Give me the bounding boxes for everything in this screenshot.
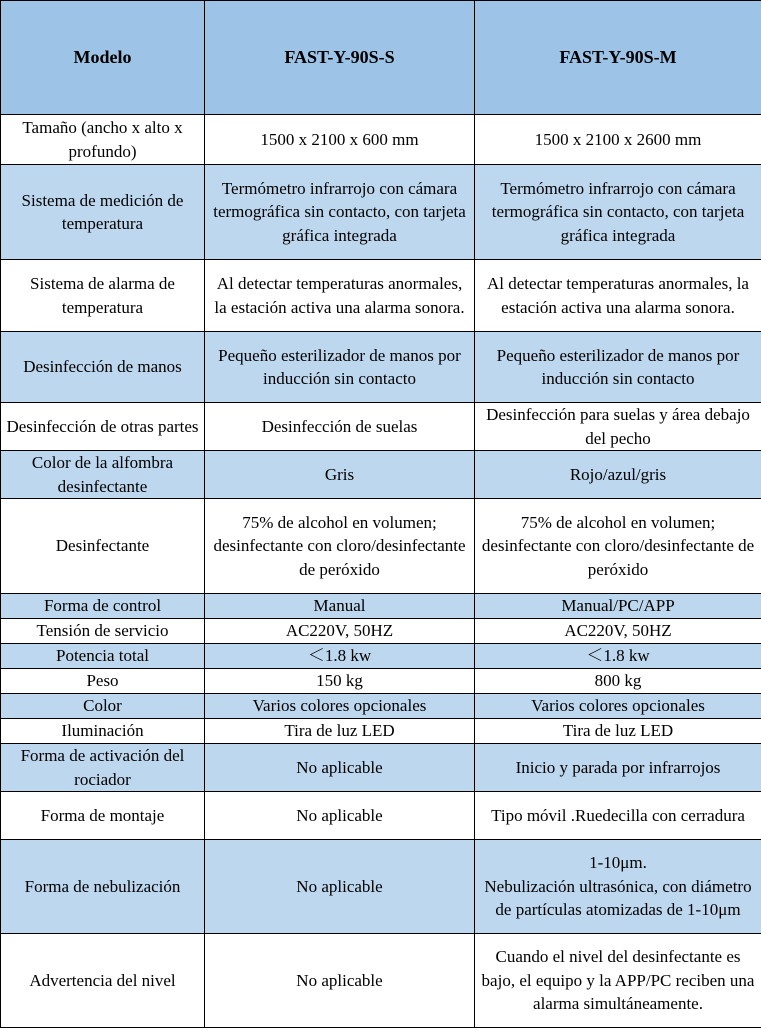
row-label: Sistema de alarma de temperatura (1, 260, 205, 332)
cell-model-m: Rojo/azul/gris (475, 451, 761, 499)
cell-model-m: Manual/PC/APP (475, 594, 761, 619)
row-label: Tamaño (ancho x alto x profundo) (1, 115, 205, 165)
row-label: Desinfectante (1, 499, 205, 594)
row-label: Color de la alfombra desinfectante (1, 451, 205, 499)
table-row (1, 669, 761, 694)
row-label: Tensión de servicio (1, 619, 205, 644)
cell-model-m: Desinfección para suelas y área debajo del pecho (475, 403, 761, 451)
table-row (1, 840, 761, 934)
row-label: Forma de montaje (1, 792, 205, 840)
row-label: Potencia total (1, 644, 205, 669)
cell-model-m: Varios colores opcionales (475, 694, 761, 719)
row-label: Desinfección de manos (1, 332, 205, 403)
table-row (1, 115, 761, 165)
table-row (1, 165, 761, 260)
header-model-s: FAST-Y-90S-S (205, 1, 475, 115)
table-row (1, 719, 761, 744)
cell-model-s: No aplicable (205, 792, 475, 840)
table-row (1, 260, 761, 332)
table-row (1, 332, 761, 403)
cell-model-s: 150 kg (205, 669, 475, 694)
header-row (1, 1, 761, 115)
row-label: Forma de nebulización (1, 840, 205, 934)
cell-model-s: No aplicable (205, 934, 475, 1028)
table-row (1, 792, 761, 840)
cell-model-m: Tipo móvil .Ruedecilla con cerradura (475, 792, 761, 840)
cell-model-m: Tira de luz LED (475, 719, 761, 744)
row-label: Forma de control (1, 594, 205, 619)
cell-model-s: Al detectar temperaturas anormales, la estación activa una alarma sonora. (205, 260, 475, 332)
table-row (1, 744, 761, 792)
row-label: Peso (1, 669, 205, 694)
table-row (1, 499, 761, 594)
cell-model-s: AC220V, 50HZ (205, 619, 475, 644)
cell-model-s: Manual (205, 594, 475, 619)
table-row (1, 694, 761, 719)
cell-model-s: Pequeño esterilizador de manos por inducción sin contacto (205, 332, 475, 403)
row-label: Advertencia del nivel (1, 934, 205, 1028)
cell-model-s: 75% de alcohol en volumen; desinfectante con cloro/desinfectante de peróxido (205, 499, 475, 594)
cell-model-s: Desinfección de suelas (205, 403, 475, 451)
cell-model-m: Inicio y parada por infrarrojos (475, 744, 761, 792)
row-label: Desinfección de otras partes (1, 403, 205, 451)
row-label: Color (1, 694, 205, 719)
cell-model-m: 75% de alcohol en volumen; desinfectante con cloro/desinfectante de peróxido (475, 499, 761, 594)
cell-model-m: AC220V, 50HZ (475, 619, 761, 644)
table-row (1, 594, 761, 619)
cell-model-m: Pequeño esterilizador de manos por inducción sin contacto (475, 332, 761, 403)
cell-model-s: Tira de luz LED (205, 719, 475, 744)
table-row (1, 934, 761, 1028)
row-label: Iluminación (1, 719, 205, 744)
row-label: Sistema de medición de temperatura (1, 165, 205, 260)
cell-model-s: Varios colores opcionales (205, 694, 475, 719)
table-row (1, 644, 761, 669)
table-row (1, 619, 761, 644)
cell-model-m: Termómetro infrarrojo con cámara termográfica sin contacto, con tarjeta gráfica integrada (475, 165, 761, 260)
cell-model-m: 800 kg (475, 669, 761, 694)
cell-model-m: 1500 x 2100 x 2600 mm (475, 115, 761, 165)
cell-model-s: Gris (205, 451, 475, 499)
cell-model-m: Cuando el nivel del desinfectante es bajo, el equipo y la APP/PC reciben una alarma simultáneamente. (475, 934, 761, 1028)
cell-model-s: No aplicable (205, 744, 475, 792)
cell-model-s: 1500 x 2100 x 600 mm (205, 115, 475, 165)
header-model-label: Modelo (1, 1, 205, 115)
cell-model-m: 1-10μm. Nebulización ultrasónica, con diámetro de partículas atomizadas de 1-10μm (475, 840, 761, 934)
row-label: Forma de activación del rociador (1, 744, 205, 792)
cell-model-s: ＜1.8 kw (205, 644, 475, 669)
cell-model-m: ＜1.8 kw (475, 644, 761, 669)
cell-model-m: Al detectar temperaturas anormales, la estación activa una alarma sonora. (475, 260, 761, 332)
cell-model-s: Termómetro infrarrojo con cámara termográfica sin contacto, con tarjeta gráfica integrada (205, 165, 475, 260)
table-row (1, 403, 761, 451)
cell-model-s: No aplicable (205, 840, 475, 934)
header-model-m: FAST-Y-90S-M (475, 1, 761, 115)
table-row (1, 451, 761, 499)
